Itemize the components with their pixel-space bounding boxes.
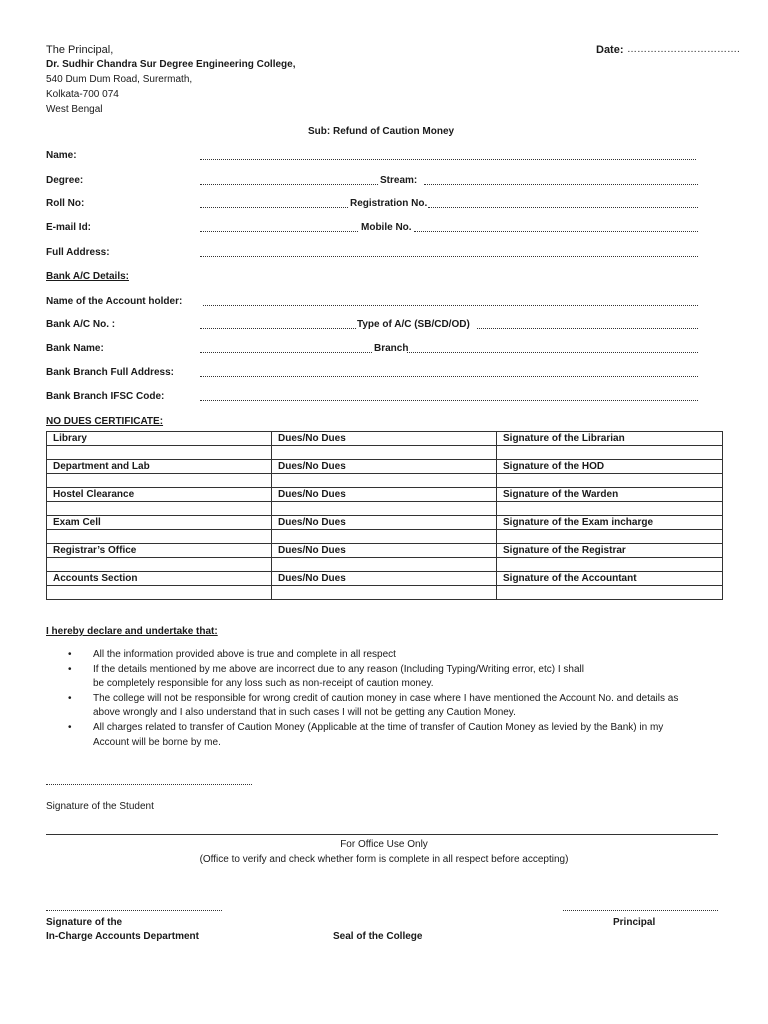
table-row	[47, 516, 723, 530]
no-dues-heading: NO DUES CERTIFICATE:	[46, 416, 164, 427]
table-row	[47, 572, 723, 586]
dues-status-cell: Dues/No Dues	[272, 572, 497, 586]
email-label: E-mail Id:	[46, 222, 92, 233]
no-dues-table	[46, 431, 723, 600]
table-row	[47, 488, 723, 502]
mobile-label: Mobile No.	[361, 222, 412, 233]
declaration-heading: I hereby declare and undertake that:	[46, 626, 218, 637]
college-name: Dr. Sudhir Chandra Sur Degree Engineering College,	[46, 59, 296, 70]
table-row-blank[interactable]	[47, 530, 723, 544]
divider	[46, 834, 718, 835]
roll-no-field[interactable]	[200, 207, 348, 208]
table-row	[47, 460, 723, 474]
table-row	[47, 544, 723, 558]
principal-label: Principal	[613, 917, 656, 928]
stream-field[interactable]	[424, 184, 698, 185]
registration-no-label: Registration No.	[350, 198, 428, 209]
branch-field[interactable]	[407, 352, 698, 353]
address-line-3: West Bengal	[46, 104, 103, 115]
branch-address-label: Bank Branch Full Address:	[46, 367, 174, 378]
email-field[interactable]	[200, 231, 358, 232]
ifsc-label: Bank Branch IFSC Code:	[46, 391, 165, 402]
account-no-field[interactable]	[200, 328, 356, 329]
signature-cell: Signature of the HOD	[497, 460, 723, 474]
registration-no-field[interactable]	[428, 207, 698, 208]
address-line-2: Kolkata-700 074	[46, 89, 119, 100]
account-no-label: Bank A/C No. :	[46, 319, 116, 330]
account-type-field[interactable]	[477, 328, 698, 329]
table-row-blank[interactable]	[47, 446, 723, 460]
department-cell: Hostel Clearance	[47, 488, 272, 502]
date-dots: …………………………….	[627, 44, 740, 55]
accounts-department-label: In-Charge Accounts Department	[46, 931, 199, 942]
dues-status-cell: Dues/No Dues	[272, 432, 497, 446]
office-use-note: (Office to verify and check whether form is complete in all respect before accepting)	[199, 854, 569, 865]
department-cell: Accounts Section	[47, 572, 272, 586]
college-seal-label: Seal of the College	[333, 931, 423, 942]
table-row-blank[interactable]	[47, 474, 723, 488]
address-line-1: 540 Dum Dum Road, Surermath,	[46, 74, 193, 85]
signature-cell: Signature of the Warden	[497, 488, 723, 502]
declaration-list	[68, 648, 728, 750]
office-use-title: For Office Use Only	[340, 839, 428, 850]
table-row-blank[interactable]	[47, 586, 723, 600]
list-item: • All charges related to transfer of Caution Money (Applicable at the time of transfer of Caution Money as levied by the Bank) in my Account will be borne by me.	[68, 721, 728, 750]
dues-status-cell: Dues/No Dues	[272, 488, 497, 502]
dues-status-cell: Dues/No Dues	[272, 460, 497, 474]
list-item: • If the details mentioned by me above are incorrect due to any reason (Including Typing/Writing error, etc) I shall be completely responsible for any loss such as non-receipt of caution money.	[68, 663, 728, 692]
branch-address-field[interactable]	[200, 376, 698, 377]
degree-label: Degree:	[46, 175, 84, 186]
roll-no-label: Roll No:	[46, 198, 85, 209]
bank-details-heading: Bank A/C Details:	[46, 271, 129, 282]
account-holder-label: Name of the Account holder:	[46, 296, 183, 307]
signature-cell: Signature of the Librarian	[497, 432, 723, 446]
dues-status-cell: Dues/No Dues	[272, 544, 497, 558]
account-holder-field[interactable]	[203, 305, 698, 306]
signature-cell: Signature of the Exam incharge	[497, 516, 723, 530]
dues-status-cell: Dues/No Dues	[272, 516, 497, 530]
signature-cell: Signature of the Registrar	[497, 544, 723, 558]
stream-label: Stream:	[380, 175, 418, 186]
bank-name-label: Bank Name:	[46, 343, 104, 354]
department-cell: Registrar’s Office	[47, 544, 272, 558]
full-address-label: Full Address:	[46, 247, 110, 258]
table-row-blank[interactable]	[47, 502, 723, 516]
student-signature-label: Signature of the Student	[46, 801, 154, 812]
table-row	[47, 432, 723, 446]
department-cell: Library	[47, 432, 272, 446]
full-address-field[interactable]	[200, 256, 698, 257]
list-item: • All the information provided above is true and complete in all respect	[68, 648, 728, 663]
department-cell: Department and Lab	[47, 460, 272, 474]
department-cell: Exam Cell	[47, 516, 272, 530]
principal-signature-line[interactable]	[563, 910, 718, 911]
list-item: • The college will not be responsible for wrong credit of caution money in case where I have mentioned the Account No. and details as above wrongly and I also understand that in such cases I will not be getting any Caution Money.	[68, 692, 728, 721]
addressee: The Principal,	[46, 44, 114, 56]
account-type-label: Type of A/C (SB/CD/OD)	[357, 319, 470, 330]
ifsc-field[interactable]	[200, 400, 698, 401]
signature-cell: Signature of the Accountant	[497, 572, 723, 586]
mobile-field[interactable]	[414, 231, 698, 232]
date-label: Date:	[596, 44, 624, 56]
branch-label: Branch	[374, 343, 409, 354]
subject: Sub: Refund of Caution Money	[308, 126, 455, 137]
accounts-signature-line[interactable]	[46, 910, 222, 911]
bank-name-field[interactable]	[200, 352, 372, 353]
accounts-signature-label: Signature of the	[46, 917, 123, 928]
degree-field[interactable]	[200, 184, 378, 185]
name-field[interactable]	[200, 159, 696, 160]
name-label: Name:	[46, 150, 77, 161]
student-signature-line[interactable]	[46, 784, 252, 785]
table-row-blank[interactable]	[47, 558, 723, 572]
